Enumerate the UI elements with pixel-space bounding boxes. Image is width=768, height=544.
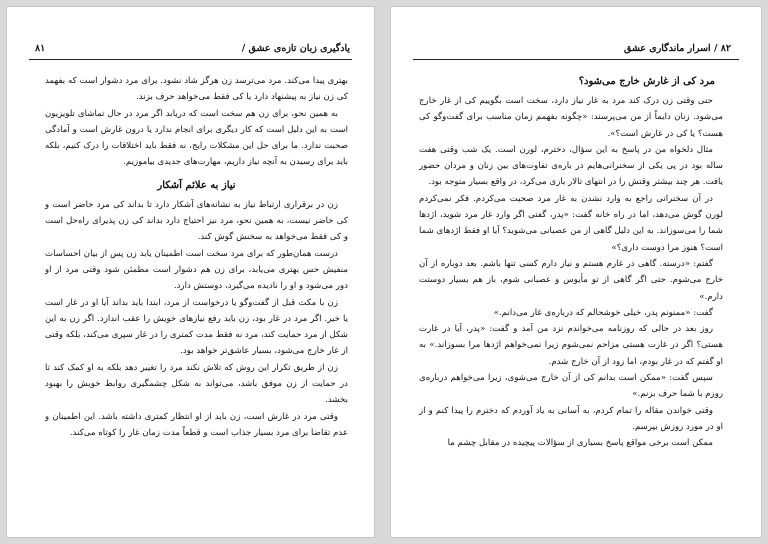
header-rule bbox=[29, 59, 352, 60]
paragraph: سپس گفت: «ممکن است بدانم کی از آن خارج می‌شوی، زیرا می‌خواهم درباره‌ی روزم با شما حرف بزنم.» bbox=[419, 373, 723, 400]
paragraph: وقتی خواندن مقاله را تمام کردم، به آسانی به یاد آوردم که دخترم را پیدا کنم و از او در مورد روزش بپرسم. bbox=[419, 405, 723, 432]
paragraph: زن از طریق تکرار این روش که تلاش نکند مرد را تغییر دهد بلکه به او کمک کند تا در حمایت از زن موفق باشد، می‌تواند به شکل چشمگیری روابط خویش را بهبود بخشد. bbox=[45, 362, 348, 406]
paragraph: بهتری پیدا می‌کند. مرد می‌ترسد زن هرگز شاد نشود. برای مرد دشوار است که بفهمد کی زن نیاز به پیشنهاد دارد یا کی فقط می‌خواهد حرف بزند. bbox=[45, 76, 348, 103]
paragraph: روز بعد در حالی که روزنامه می‌خواندم نزد من آمد و گفت: «پدر، آیا در غارت هستی؟ اگر در غارت هستی مزاحم نمی‌شوم زیرا نمی‌خواهم اژدها مرا بسوزاند.» به او گفتم که در غار بودم، اما زود از آن خارج شدم. bbox=[419, 324, 723, 367]
paragraph: ممکن است برخی مواقع پاسخ بسیاری از سؤالات پیچیده در مقابل چشم ما bbox=[447, 438, 713, 449]
paragraph: به همین نحو، برای زن هم سخت است که دریابد اگر مرد در حال تماشای تلویزیون است به این دلیل است که کار دیگری برای انجام ندارد یا درون غارش است و آمادگی صحبت ندارد. ما برای حل این مشکلات رایج، نه فقط باید اختلافات را درک کنیم، بلکه باید برای رسیدن به آنچه نیاز داریم، مهارت‌های جدیدی بیاموزیم. bbox=[45, 108, 348, 168]
paragraph: گفت: «ممنونم پدر، خیلی خوشحالم که درباره‌ی غار می‌دانم.» bbox=[493, 307, 713, 318]
right-page bbox=[390, 6, 762, 538]
running-head bbox=[7, 43, 374, 57]
section-heading: مرد کی از غارش خارج می‌شود؟ bbox=[578, 76, 715, 87]
running-title: یادگیری زبان تازه‌ی عشق / bbox=[241, 43, 350, 54]
page-number: ۸۱ bbox=[35, 43, 46, 54]
paragraph: گفتم: «درسته. گاهی در غارم هستم و نیاز دارم کسی تنها باشم. بعد دوباره از آن خارج می‌شوم. حتی اگر گاهی از تو مأیوس و عصبانی شوم، باز هم بسیار دوستت دارم.» bbox=[419, 258, 723, 302]
paragraph: وقتی مرد در غارش است، زن باید از او انتظار کمتری داشته باشد. این اطمینان و عدم تقاضا برای مرد بسیار جذاب است و قطعاً مدت زمان غار را کوتاه می‌کند. bbox=[45, 411, 348, 438]
paragraph: زن در برقراری ارتباط نیاز به نشانه‌های آشکار دارد تا بداند کی مرد حاضر است و کی حاضر نیست، به همین نحو، مرد نیز احتیاج دارد بداند کی زن پذیرای راه‌حل است و کی فقط می‌خواهد به سخنش گوش کند. bbox=[45, 199, 348, 243]
paragraph: حتی وقتی زن درک کند مرد به غار نیاز دارد، سخت است بگوییم کی از غار خارج می‌شود. زنان دایماً از من می‌پرسند: «چگونه بفهمم زمان مناسب برای گفت‌وگو کی هست؟ یا کی در غارش است؟». bbox=[419, 96, 723, 139]
section-heading: نیاز به علائم آشکار bbox=[157, 179, 236, 191]
page-body bbox=[419, 73, 723, 509]
header-rule bbox=[413, 59, 739, 60]
page-body bbox=[45, 73, 348, 509]
left-page bbox=[6, 6, 375, 538]
paragraph: زن با مکث قبل از گفت‌وگو یا درخواست از مرد، ابتدا باید بداند آیا او در غار است یا خیر. اگر مرد در غار بود، زن باید رفع نیازهای خویش را عقب اندازد. اگر زن به این شکل از مرد حمایت کند، مرد نه فقط مدت کمتری را در غار سپری می‌کند، بلکه وقتی از غار خارج می‌شود، بسیار عاشق‌تر خواهد بود. bbox=[45, 297, 348, 357]
paragraph: درست همان‌طور که برای مرد سخت است اطمینان یابد زن پس از بیان احساسات منفیش حس بهتری می‌یابد، برای زن هم دشوار است مطمئن شود وقتی مرد از او دور می‌شود و او را نادیده می‌گیرد، دوستش دارد. bbox=[45, 248, 348, 292]
running-head bbox=[391, 43, 761, 57]
paragraph: مثال دلخواه من در پاسخ به این سؤال، دخترم، لورن است. یک شب وقتی هفت ساله بود در پی یکی از سخنرانی‌هایم در باره‌ی تفاوت‌های بین زنان و مردان حضور یافت. هر چند بیشتر وقتش را در انتهای تالار بازی می‌کرد، در واقع بسیار متوجه بود. bbox=[419, 144, 723, 188]
paragraph: در آن سخنرانی راجع به وارد نشدن به غار مرد صحبت می‌کردم. فکر نمی‌کردم لورن گوش می‌دهد، اما در راه خانه گفت: «پدر، گفتی اگر وارد غار مرد شوید، اژدها شما را می‌سوزاند. به این دلیل گاهی از من عصبانی می‌شوید؟ آیا او فقط اژدهای شما است؟ هنوز مرا دوست داری؟» bbox=[419, 193, 723, 253]
running-title: ۸۲ / اسرار ماندگاری عشق bbox=[623, 43, 731, 54]
